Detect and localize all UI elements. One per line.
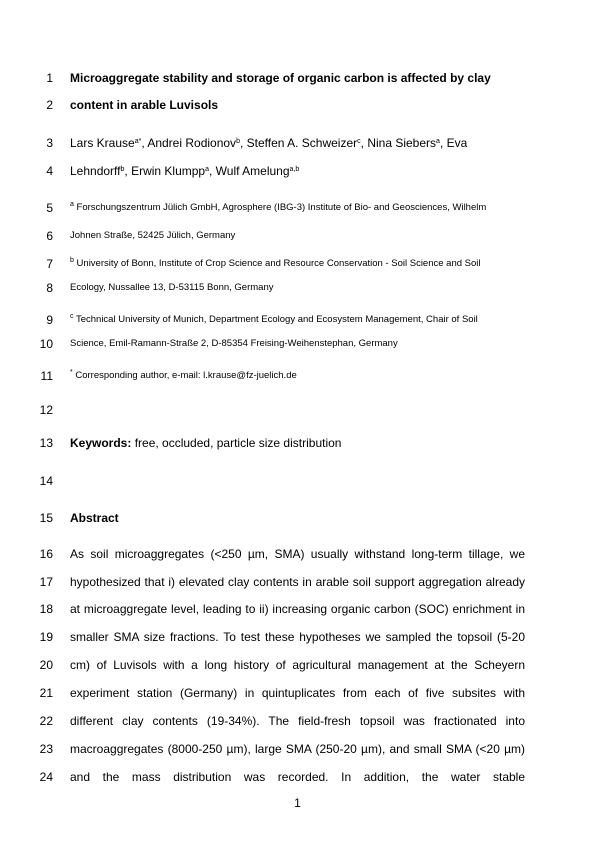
text-span: experiment station (Germany) in quintuplicates from each of five subsites with [70, 686, 525, 700]
line-text [70, 714, 525, 728]
text-span: cm) of Luvisols with a long history of agricultural management at the Scheyern [70, 658, 525, 672]
text-span: , Eva [439, 136, 468, 150]
line-text [70, 770, 525, 784]
line-text [70, 257, 525, 271]
text-span: Lars Krause [70, 136, 135, 150]
text-span: at microaggregate level, leading to ii) increasing organic carbon (SOC) enrichment in [70, 602, 525, 616]
line-text [70, 136, 525, 150]
bold-text: Keywords: [70, 436, 132, 450]
line-number: 16 [39, 547, 53, 561]
superscript: b [120, 166, 125, 174]
text-span: Technical University of Munich, Department Ecology and Ecosystem Management, Chair of Soil [73, 314, 478, 325]
text-span: , Steffen A. Schweizer [239, 136, 358, 150]
text-span: , Andrei Rodionov [141, 136, 237, 150]
line-text [70, 658, 525, 672]
line-text [70, 602, 525, 616]
line-text [70, 98, 525, 112]
line-number: 17 [39, 575, 53, 589]
text-span: Microaggregate stability and storage of organic carbon is affected by clay [70, 71, 491, 85]
line-number: 3 [46, 136, 53, 150]
line-text [70, 201, 525, 215]
text-span: As soil microaggregates (<250 µm, SMA) usually withstand long-term tillage, we [70, 547, 525, 561]
line-number: 2 [46, 98, 53, 112]
superscript: a [70, 201, 74, 209]
line-text [70, 369, 525, 383]
line-number: 18 [39, 602, 53, 616]
superscript: b [236, 138, 240, 146]
text-span: , Wulf Amelung [209, 164, 290, 178]
text-span: Corresponding author, e-mail: l.krause@fz-juelich.de [72, 370, 297, 381]
line-number: 23 [39, 742, 53, 756]
superscript: b [70, 257, 74, 265]
superscript: a* [134, 138, 142, 146]
line-number: 15 [39, 511, 53, 525]
superscript: * [70, 369, 73, 377]
line-text [70, 575, 525, 589]
line-number: 7 [46, 257, 53, 271]
line-text [70, 742, 525, 756]
superscript: c [70, 313, 74, 321]
line-text [70, 337, 525, 351]
line-number: 8 [46, 281, 53, 295]
line-text [70, 164, 525, 178]
page-number: 1 [294, 796, 301, 810]
line-text [70, 630, 525, 644]
line-text [70, 313, 525, 327]
line-number: 19 [39, 630, 53, 644]
text-span: , Nina Siebers [360, 136, 437, 150]
line-text [70, 71, 525, 85]
superscript: a [436, 138, 440, 146]
text-span: Lehndorff [70, 164, 121, 178]
line-number: 9 [46, 313, 53, 327]
line-text [70, 547, 525, 561]
superscript: a,b [289, 166, 300, 174]
line-text [70, 436, 525, 450]
line-number: 22 [39, 714, 53, 728]
line-number: 20 [39, 658, 53, 672]
text-span: University of Bonn, Institute of Crop Science and Resource Conservation - Soil Science and Soil [73, 258, 481, 269]
superscript: c [357, 138, 361, 146]
text-span: Johnen Straße, 52425 Jülich, Germany [70, 230, 236, 241]
line-text [70, 511, 525, 525]
line-number: 6 [46, 229, 53, 243]
line-number: 13 [39, 436, 53, 450]
line-number: 4 [46, 164, 53, 178]
line-number: 10 [39, 337, 53, 351]
text-span: content in arable Luvisols [70, 98, 219, 112]
line-text [70, 686, 525, 700]
text-span: different clay contents (19-34%). The field-fresh topsoil was fractionated into [70, 714, 525, 728]
line-number: 21 [39, 686, 53, 700]
text-span: and the mass distribution was recorded. In addition, the water stable [70, 770, 525, 784]
line-text [70, 229, 525, 243]
text-span: Forschungszentrum Jülich GmbH, Agrosphere (IBG-3) Institute of Bio- and Geosciences, Wilhelm [73, 202, 487, 213]
bold-text: Abstract [70, 511, 119, 525]
line-text [70, 281, 525, 295]
line-number: 14 [39, 474, 53, 488]
text-span: smaller SMA size fractions. To test these hypotheses we sampled the topsoil (5-20 [70, 630, 525, 644]
text-span: , Erwin Klumpp [124, 164, 206, 178]
line-number: 5 [46, 201, 53, 215]
text-span: hypothesized that i) elevated clay contents in arable soil support aggregation already [70, 575, 525, 589]
text-span: free, occluded, particle size distribution [131, 436, 342, 450]
line-number: 1 [46, 71, 53, 85]
superscript: a [205, 166, 210, 174]
text-span: macroaggregates (8000-250 µm), large SMA (250-20 µm), and small SMA (<20 µm) [70, 742, 525, 756]
line-number: 12 [39, 403, 53, 417]
text-span: Science, Emil-Ramann-Straße 2, D-85354 Freising-Weihenstephan, Germany [70, 338, 398, 349]
line-number: 11 [40, 369, 53, 383]
text-span: Ecology, Nussallee 13, D-53115 Bonn, Germany [70, 282, 274, 293]
line-number: 24 [39, 770, 53, 784]
